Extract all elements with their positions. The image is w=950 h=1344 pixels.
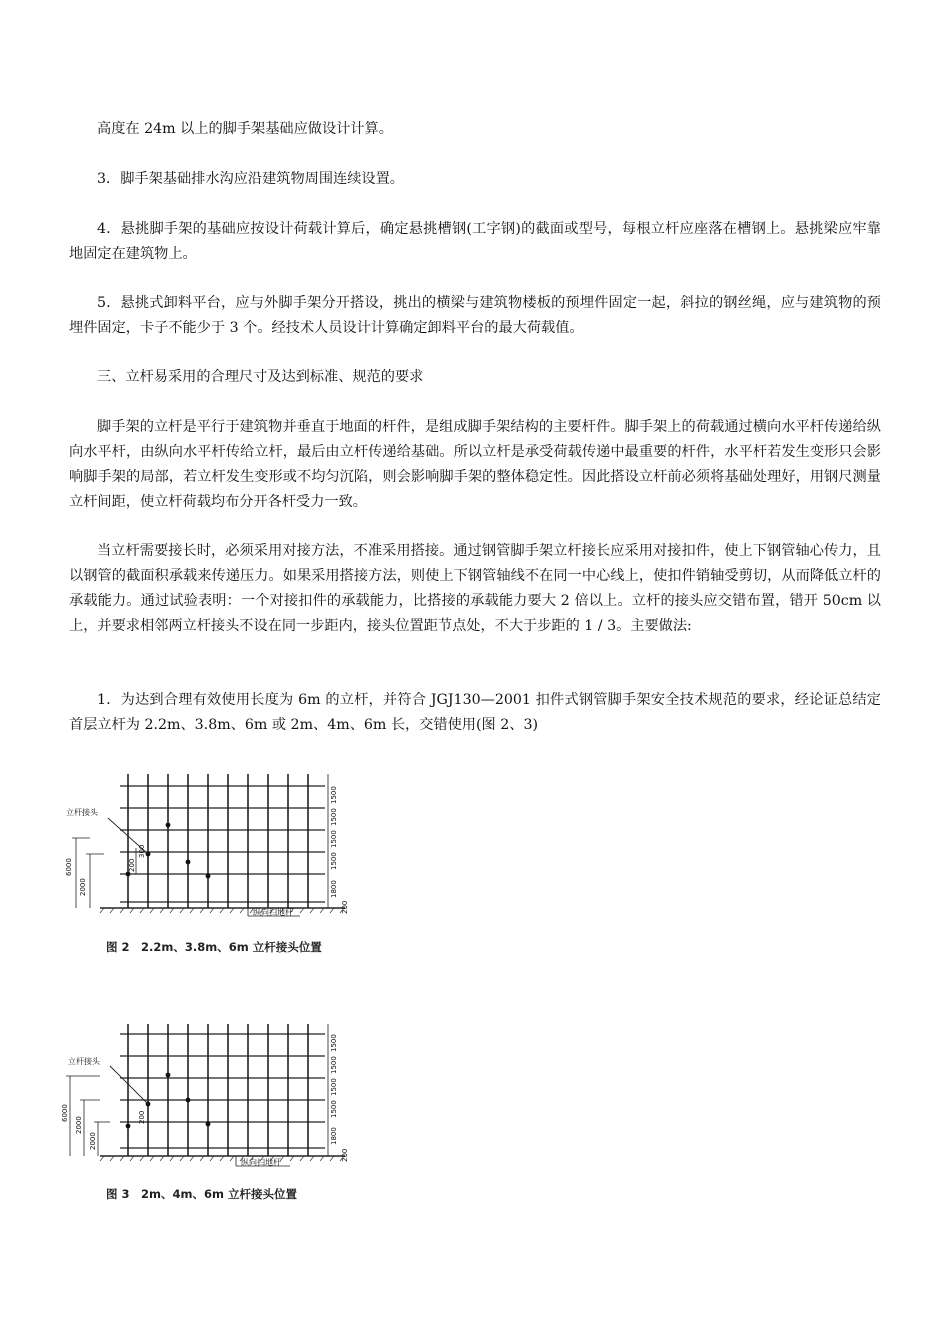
fig2-dim-right-4: 1500 bbox=[330, 852, 338, 870]
figure-2 bbox=[60, 768, 360, 963]
fig2-dim-right-5: 1800 bbox=[330, 880, 338, 898]
fig2-sweep-label: 纵向扫地杆 bbox=[253, 908, 293, 917]
fig3-dim-right-6: 200 bbox=[341, 1148, 349, 1162]
fig2-dim-6000: 6000 bbox=[65, 858, 73, 876]
fig3-dim-2000-a: 2000 bbox=[75, 1116, 83, 1134]
fig3-dim-right-1: 1500 bbox=[330, 1034, 338, 1052]
paragraph-base-height: 高度在 24m 以上的脚手架基础应做设计计算。 bbox=[97, 121, 393, 137]
fig3-dim-200: 200 bbox=[138, 1110, 146, 1124]
fig2-dim-right-2: 1500 bbox=[330, 808, 338, 826]
paragraph-extension: 当立杆需要接长时，必须采用对接方法，不准采用搭接。通过钢管脚手架立杆接长应采用对接扣件，使上下钢管轴心传力，且以钢管的截面积承载来传递压力。如果采用搭接方法，则使上下钢管轴线不在同一中心线上，使扣件销轴受剪切，从而降低立杆的承载能力。通过试验表明：一个对接扣件的承载能力，比搭接的承载能力要大 2 倍以上。立杆的接头应交错布置，错开 50cm 以上，并要求相邻两立杆接头不设在同一步距内，接头位置距节点处，不大于步距的 1 / 3。主要做法: bbox=[69, 543, 881, 634]
fig3-dim-right-4: 1500 bbox=[330, 1100, 338, 1118]
fig3-joint-label: 立杆接头 bbox=[68, 1057, 100, 1066]
fig2-caption: 图 2 2.2m、3.8m、6m 立杆接头位置 bbox=[106, 940, 322, 954]
fig3-dim-right-2: 1500 bbox=[330, 1056, 338, 1074]
fig2-dim-300: 300 bbox=[138, 844, 146, 858]
fig2-dim-right-3: 1500 bbox=[330, 830, 338, 848]
figure-2-diagram bbox=[60, 768, 360, 918]
fig2-dim-right-6: 200 bbox=[341, 900, 349, 914]
fig3-sweep-label: 纵向扫地杆 bbox=[241, 1158, 281, 1167]
paragraph-upright: 脚手架的立杆是平行于建筑物并垂直于地面的杆件，是组成脚手架结构的主要杆件。脚手架上的荷载通过横向水平杆传递给纵向水平杆，由纵向水平杆传给立杆，最后由立杆传递给基础。所以立杆是承受荷载传递中最重要的杆件，水平杆若发生变形只会影响脚手架的局部，若立杆发生变形或不均匀沉陷，则会影响脚手架的整体稳定性。因此搭设立杆前必须将基础处理好，用钢尺测量立杆间距，使立杆荷载均布分开各杆受力一致。 bbox=[69, 419, 881, 510]
figure-3-diagram bbox=[60, 1020, 360, 1170]
paragraph-cantilever: 4．悬挑脚手架的基础应按设计荷载计算后，确定悬挑槽钢(工字钢)的截面或型号，每根立杆应座落在槽钢上。悬挑梁应牢靠地固定在建筑物上。 bbox=[69, 221, 881, 262]
fig2-dim-200: 200 bbox=[128, 858, 136, 872]
fig2-dim-right-1: 1500 bbox=[330, 786, 338, 804]
fig3-dim-right-3: 1500 bbox=[330, 1078, 338, 1096]
fig2-dim-2000: 2000 bbox=[79, 878, 87, 896]
paragraph-method-1: 1．为达到合理有效使用长度为 6m 的立杆，并符合 JGJ130—2001 扣件式钢管脚手架安全技术规范的要求，经论证总结定首层立杆为 2.2m、3.8m、6m 或 2m、4m、6m 长，交错使用(图 2、3) bbox=[69, 692, 881, 733]
section-heading: 三、立杆易采用的合理尺寸及达到标准、规范的要求 bbox=[97, 369, 424, 385]
fig2-joint-label: 立杆接头 bbox=[66, 808, 98, 817]
fig3-dim-6000: 6000 bbox=[61, 1104, 69, 1122]
fig3-dim-2000-b: 2000 bbox=[89, 1132, 97, 1150]
paragraph-platform: 5．悬挑式卸料平台，应与外脚手架分开搭设，挑出的横梁与建筑物楼板的预埋件固定一起，斜拉的钢丝绳，应与建筑物的预埋件固定，卡子不能少于 3 个。经技术人员设计计算确定卸料平台的最大荷载值。 bbox=[69, 295, 881, 336]
fig3-dim-right-5: 1800 bbox=[330, 1127, 338, 1145]
fig3-caption: 图 3 2m、4m、6m 立杆接头位置 bbox=[106, 1187, 297, 1201]
figure-3 bbox=[60, 1020, 360, 1210]
paragraph-drainage: 3．脚手架基础排水沟应沿建筑物周围连续设置。 bbox=[97, 171, 404, 187]
